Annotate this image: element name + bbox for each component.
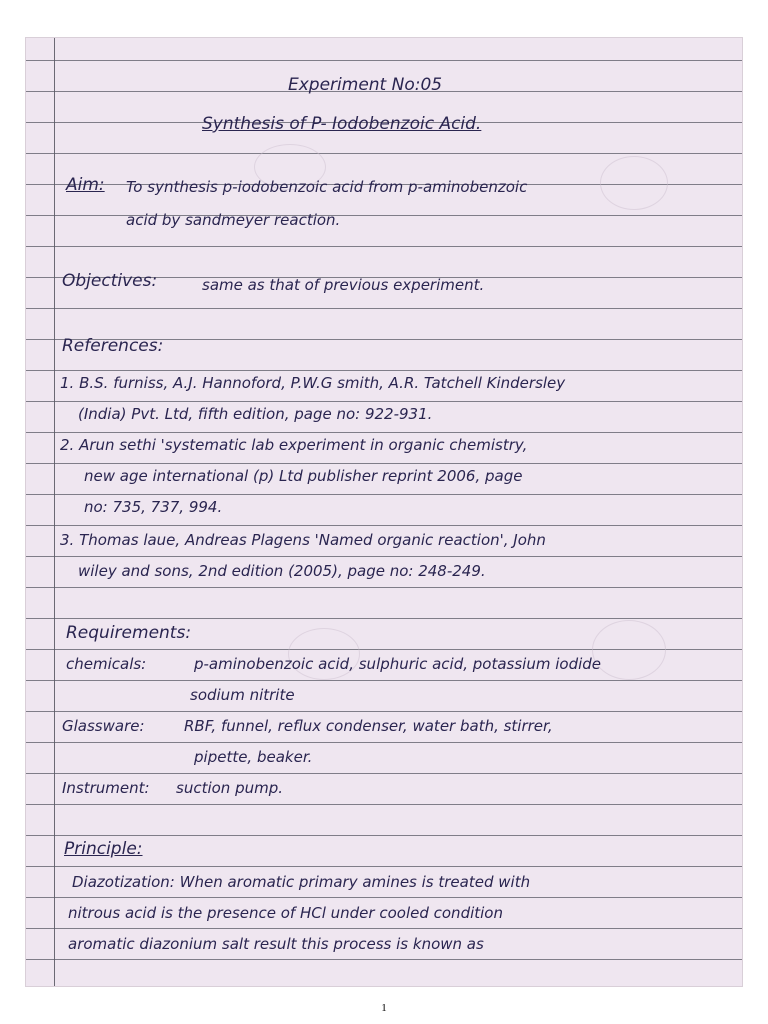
reference-line: 3. Thomas laue, Andreas Plagens 'Named organic reaction', John: [60, 531, 546, 549]
notebook-page: [26, 38, 742, 986]
reference-line: 2. Arun sethi 'systematic lab experiment in organic chemistry,: [60, 436, 528, 454]
instrument-text: suction pump.: [176, 779, 283, 797]
objectives-text: same as that of previous experiment.: [202, 276, 485, 294]
ruled-line: [26, 959, 742, 960]
ruled-line: [26, 866, 742, 867]
ruled-line: [26, 494, 742, 495]
requirements-label: Requirements:: [66, 623, 192, 643]
chemicals-label: chemicals:: [66, 655, 147, 673]
reference-line: new age international (p) Ltd publisher reprint 2006, page: [84, 467, 523, 485]
experiment-subtitle: Synthesis of P- Iodobenzoic Acid.: [202, 114, 482, 134]
margin-line: [54, 38, 55, 986]
experiment-title: Experiment No:05: [288, 75, 443, 95]
glassware-label: Glassware:: [62, 717, 145, 735]
ruled-line: [26, 711, 742, 712]
ruled-line: [26, 308, 742, 309]
instrument-label: Instrument:: [62, 779, 150, 797]
reference-line: no: 735, 737, 994.: [84, 498, 223, 516]
principle-line: Diazotization: When aromatic primary amines is treated with: [72, 873, 531, 891]
objectives-label: Objectives:: [62, 271, 158, 291]
principle-label: Principle:: [64, 839, 143, 859]
ruled-line: [26, 618, 742, 619]
aim-text-line2: acid by sandmeyer reaction.: [126, 211, 341, 229]
ruled-line: [26, 773, 742, 774]
reference-line: 1. B.S. furniss, A.J. Hannoford, P.W.G smith, A.R. Tatchell Kindersley: [60, 374, 566, 392]
ruled-line: [26, 432, 742, 433]
ruled-line: [26, 525, 742, 526]
aim-label: Aim:: [66, 175, 105, 195]
reference-line: (India) Pvt. Ltd, fifth edition, page no: 922-931.: [78, 405, 433, 423]
show-through-mark: [592, 620, 666, 680]
ruled-line: [26, 370, 742, 371]
ruled-line: [26, 680, 742, 681]
ruled-line: [26, 804, 742, 805]
principle-line: nitrous acid is the presence of HCl under cooled condition: [68, 904, 503, 922]
chemicals-text-line1: p-aminobenzoic acid, sulphuric acid, potassium iodide: [194, 655, 602, 673]
ruled-line: [26, 246, 742, 247]
ruled-line: [26, 897, 742, 898]
ruled-line: [26, 463, 742, 464]
ruled-line: [26, 401, 742, 402]
ruled-line: [26, 587, 742, 588]
reference-line: wiley and sons, 2nd edition (2005), page no: 248-249.: [78, 562, 486, 580]
ruled-line: [26, 60, 742, 61]
ruled-line: [26, 742, 742, 743]
glassware-text-line2: pipette, beaker.: [194, 748, 313, 766]
principle-line: aromatic diazonium salt result this process is known as: [68, 935, 484, 953]
glassware-text-line1: RBF, funnel, reflux condenser, water bath, stirrer,: [184, 717, 553, 735]
ruled-line: [26, 928, 742, 929]
chemicals-text-line2: sodium nitrite: [190, 686, 295, 704]
aim-text-line1: To synthesis p-iodobenzoic acid from p-aminobenzoic: [126, 178, 528, 196]
ruled-line: [26, 153, 742, 154]
ruled-line: [26, 556, 742, 557]
ruled-line: [26, 835, 742, 836]
references-label: References:: [62, 336, 164, 356]
page-number: 1: [381, 1002, 387, 1014]
show-through-mark: [600, 156, 668, 210]
